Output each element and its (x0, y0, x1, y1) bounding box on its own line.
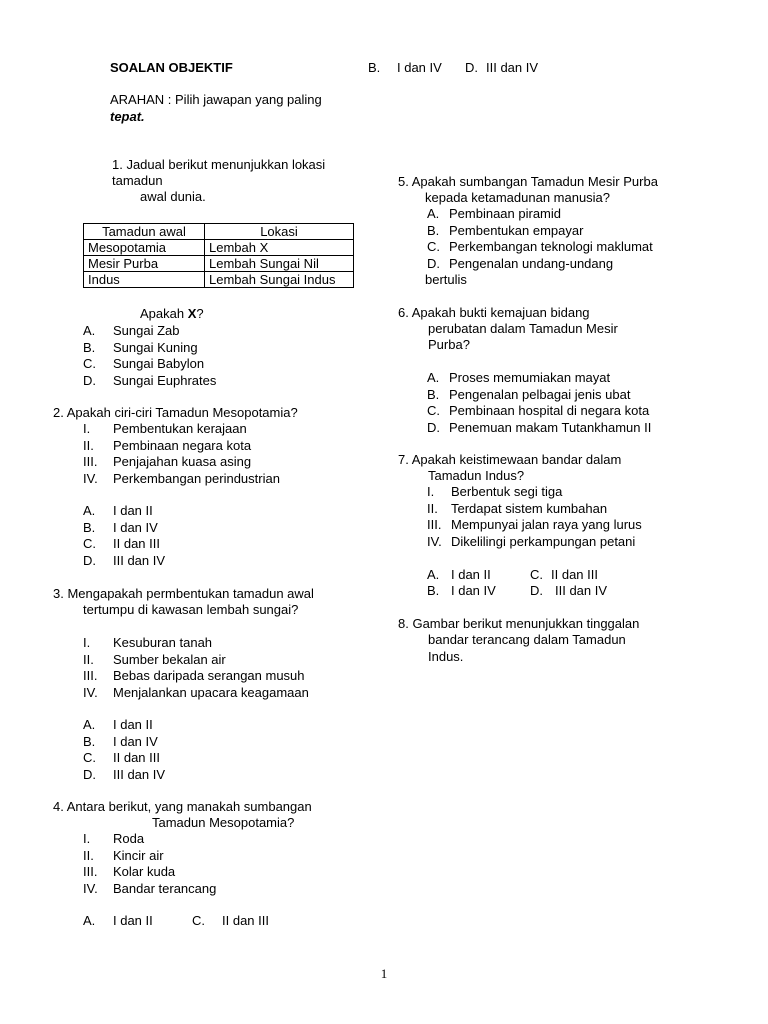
statement-iii (427, 517, 727, 534)
instruction-text: ARAHAN : Pilih jawapan yang paling (110, 92, 322, 107)
instruction-emphasis: tepat. (110, 109, 145, 124)
location-table (83, 223, 354, 288)
option-text: Pembinaan piramid (449, 206, 562, 221)
option-c-text: II dan III (551, 567, 598, 582)
statement-iv (427, 534, 727, 551)
statement-key: IV. (83, 880, 98, 896)
option-a-text: I dan II (451, 567, 491, 582)
statement-i (427, 484, 727, 501)
table-row (84, 240, 354, 256)
table-cell: Lembah Sungai Nil (205, 256, 354, 272)
statement-text: Terdapat sistem kumbahan (451, 500, 608, 516)
statement-key: II. (83, 651, 94, 667)
statement-key: III. (83, 864, 98, 879)
option-key: B. (83, 339, 96, 355)
option-b[interactable]: B. (427, 583, 440, 598)
question-1-line-2: tamadun (112, 173, 163, 188)
table-cell: Mesopotamia (84, 240, 205, 256)
question-1-line-1: 1. Jadual berikut menunjukkan lokasi (112, 157, 326, 172)
table-header-cell: Lokasi (205, 224, 354, 240)
table-header-cell: Tamadun awal (84, 224, 205, 240)
question-3-line-2: tertumpu di kawasan lembah sungai? (83, 602, 299, 617)
statement-text: Bandar terancang (113, 880, 217, 896)
question-3-options (83, 717, 283, 783)
option-c[interactable] (83, 750, 283, 767)
option-b[interactable] (83, 340, 333, 357)
question-4-line-2: Tamadun Mesopotamia? (152, 815, 295, 830)
option-text: Proses memumiakan mayat (449, 370, 611, 385)
statement-ii (83, 652, 343, 669)
table-row (84, 272, 354, 288)
question-3-line-1: 3. Mengapakah permbentukan tamadun awal (53, 586, 314, 601)
option-key: D. (427, 255, 440, 271)
question-8-line-1: 8. Gambar berikut menunjukkan tinggalan (398, 616, 640, 631)
option-d[interactable] (83, 373, 333, 390)
option-key: A. (427, 206, 440, 221)
statement-text: Penjajahan kuasa asing (113, 454, 252, 469)
question-2: 2. Apakah ciri-ciri Tamadun Mesopotamia? (53, 405, 298, 420)
option-c[interactable] (83, 356, 333, 373)
question-2-options (83, 503, 283, 569)
question-5-line-1: 5. Apakah sumbangan Tamadun Mesir Purba (398, 174, 658, 189)
option-key: C. (427, 239, 440, 254)
option-text: I dan IV (113, 519, 158, 535)
statement-iv (83, 471, 343, 488)
option-text: I dan II (113, 717, 153, 732)
option-key: B. (427, 222, 440, 238)
statement-text: Kincir air (113, 847, 164, 863)
option-b[interactable] (427, 223, 727, 240)
statement-ii (83, 848, 343, 865)
question-6-line-2: perubatan dalam Tamadun Mesir (428, 321, 618, 336)
question-4-option-d-text: III dan IV (486, 60, 539, 75)
question-6-line-1: 6. Apakah bukti kemajuan bidang (398, 305, 590, 320)
option-a[interactable] (83, 503, 283, 520)
question-7-statements (427, 484, 727, 550)
statement-key: I. (83, 421, 91, 436)
option-text: I dan IV (113, 733, 158, 749)
option-key: B. (427, 386, 440, 402)
table-header-row (84, 224, 354, 240)
option-key: A. (83, 717, 96, 732)
option-key: C. (427, 403, 440, 418)
question-4-statements (83, 831, 343, 897)
statement-text: Pembentukan kerajaan (113, 421, 247, 436)
statement-key: I. (83, 831, 91, 846)
statement-text: Kolar kuda (113, 864, 176, 879)
option-a[interactable] (83, 717, 283, 734)
statement-text: Berbentuk segi tiga (451, 484, 563, 499)
option-a[interactable] (427, 206, 727, 223)
question-4-option-b-text: I dan IV (397, 60, 442, 75)
statement-key: IV. (83, 684, 98, 700)
option-key: B. (83, 519, 96, 535)
option-d[interactable] (427, 420, 727, 437)
table-row (84, 256, 354, 272)
option-text: Pengenalan undang-undang (449, 255, 614, 271)
option-d[interactable] (427, 256, 727, 273)
option-text: Sungai Zab (113, 323, 180, 338)
option-text: II dan III (113, 750, 160, 765)
statement-text: Sumber bekalan air (113, 651, 226, 667)
option-key: D. (427, 419, 440, 435)
statement-iii (83, 668, 343, 685)
question-1-ask-x: X (187, 306, 197, 321)
statement-key: III. (427, 517, 442, 532)
option-b[interactable] (83, 734, 283, 751)
question-5-line-2: kepada ketamadunan manusia? (425, 190, 611, 205)
option-text: III dan IV (113, 552, 166, 568)
option-key: D. (83, 766, 96, 782)
option-a[interactable] (427, 370, 727, 387)
question-1-options (83, 323, 333, 389)
statement-key: III. (83, 454, 98, 469)
question-1-line-3: awal dunia. (140, 189, 206, 204)
table-cell: Lembah X (205, 240, 354, 256)
option-b-text: I dan IV (451, 583, 496, 598)
option-d-text: III dan IV (555, 583, 608, 598)
option-text: Perkembangan teknologi maklumat (449, 239, 653, 254)
statement-iv (83, 881, 343, 898)
question-7-line-2: Tamadun Indus? (428, 468, 525, 483)
option-c-text: II dan III (222, 913, 269, 928)
statement-text: Bebas daripada serangan musuh (113, 668, 305, 683)
question-8-line-2: bandar terancang dalam Tamadun (428, 632, 626, 647)
option-text: III dan IV (113, 766, 166, 782)
option-key: C. (83, 536, 96, 551)
option-c[interactable] (83, 536, 283, 553)
option-text: Penemuan makam Tutankhamun II (449, 419, 652, 435)
option-text: Pembentukan empayar (449, 222, 584, 238)
statement-i (83, 831, 343, 848)
statement-iv (83, 685, 343, 702)
option-key: D. (83, 372, 96, 388)
statement-text: Mempunyai jalan raya yang lurus (451, 517, 642, 532)
question-1-ask-post: ? (196, 306, 204, 321)
statement-ii (427, 501, 727, 518)
table-cell: Lembah Sungai Indus (205, 272, 354, 288)
option-text: II dan III (113, 536, 160, 551)
option-text: Sungai Babylon (113, 356, 205, 371)
question-7-line-1: 7. Apakah keistimewaan bandar dalam (398, 452, 622, 467)
table-cell: Indus (84, 272, 205, 288)
statement-i (83, 421, 343, 438)
question-6-line-3: Purba? (428, 337, 470, 352)
option-key: C. (83, 356, 96, 371)
question-4-line-1: 4. Antara berikut, yang manakah sumbangan (53, 799, 312, 814)
option-c[interactable] (427, 239, 727, 256)
statement-key: II. (427, 500, 438, 516)
statement-text: Dikelilingi perkampungan petani (451, 533, 636, 549)
page-number: 1 (380, 966, 388, 981)
option-key: B. (83, 733, 96, 749)
section-title: SOALAN OBJEKTIF (110, 60, 233, 75)
statement-key: IV. (83, 470, 98, 486)
option-text: Sungai Kuning (113, 339, 198, 355)
option-c[interactable]: C. (192, 913, 205, 928)
statement-key: II. (83, 437, 94, 453)
statement-key: I. (427, 484, 435, 499)
table-cell: Mesir Purba (84, 256, 205, 272)
option-text: Pengenalan pelbagai jenis ubat (449, 386, 631, 402)
option-d-continuation: bertulis (425, 272, 467, 287)
option-b[interactable] (83, 520, 283, 537)
option-c[interactable]: C. (530, 567, 543, 582)
option-key: C. (83, 750, 96, 765)
option-text: I dan II (113, 503, 153, 518)
option-d[interactable]: D. (530, 583, 543, 598)
option-a-text: I dan II (113, 913, 153, 928)
statement-text: Menjalankan upacara keagamaan (113, 684, 309, 700)
statement-ii (83, 438, 343, 455)
question-4-option-b[interactable]: B. (368, 60, 381, 75)
question-6-options (427, 370, 727, 436)
option-d[interactable] (83, 553, 283, 570)
statement-text: Pembinaan negara kota (113, 437, 252, 453)
option-b[interactable] (427, 387, 727, 404)
question-4-option-d[interactable]: D. (465, 60, 478, 75)
question-8-line-3: Indus. (428, 649, 464, 664)
statement-key: II. (83, 847, 94, 863)
question-5-options (427, 206, 727, 272)
statement-text: Kesuburan tanah (113, 635, 213, 650)
question-1-ask (140, 306, 204, 323)
option-key: A. (83, 323, 96, 338)
option-key: A. (427, 370, 440, 385)
question-2-statements (83, 421, 343, 487)
option-a[interactable]: A. (427, 567, 440, 582)
option-text: Pembinaan hospital di negara kota (449, 403, 650, 418)
question-1-ask-pre: Apakah (140, 306, 188, 321)
statement-i (83, 635, 343, 652)
option-d[interactable] (83, 767, 283, 784)
option-text: Sungai Euphrates (113, 372, 217, 388)
statement-key: III. (83, 668, 98, 683)
statement-key: I. (83, 635, 91, 650)
statement-key: IV. (427, 533, 442, 549)
option-key: A. (83, 503, 96, 518)
option-c[interactable] (427, 403, 727, 420)
statement-text: Roda (113, 831, 145, 846)
statement-text: Perkembangan perindustrian (113, 470, 280, 486)
statement-iii (83, 864, 343, 881)
option-a[interactable] (83, 323, 333, 340)
option-a[interactable]: A. (83, 913, 96, 928)
statement-iii (83, 454, 343, 471)
option-key: D. (83, 552, 96, 568)
question-3-statements (83, 635, 343, 701)
